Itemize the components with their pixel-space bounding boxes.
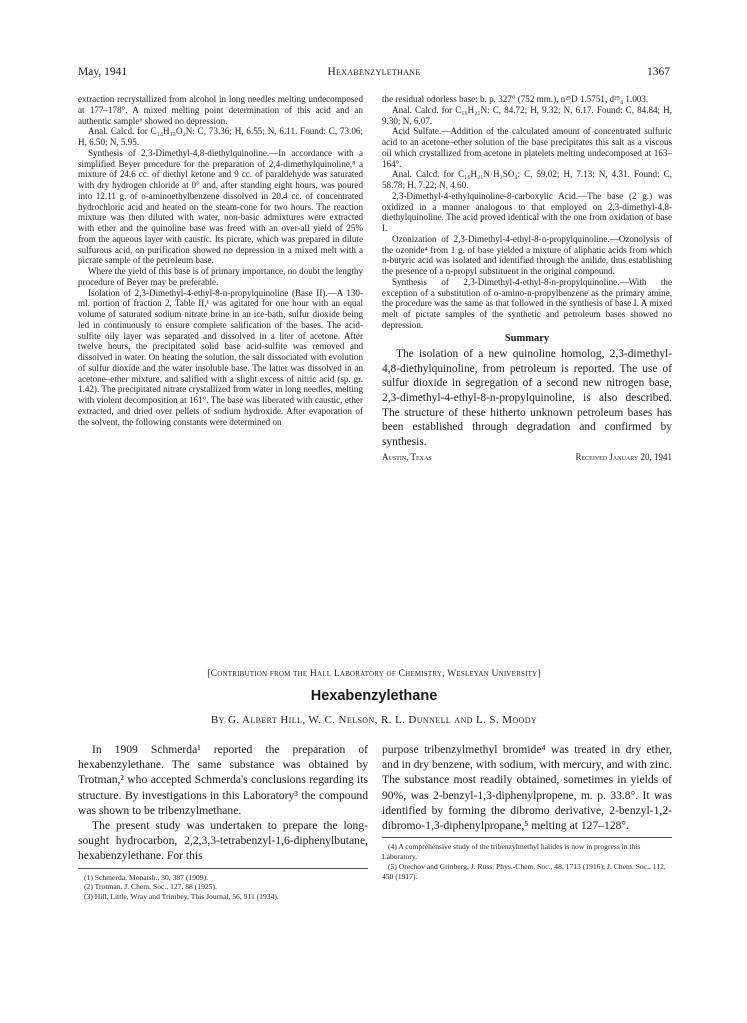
signature-received: Received January 20, 1941 bbox=[575, 452, 672, 463]
summary-heading: Summary bbox=[504, 332, 550, 344]
paragraph: Anal. Calcd. for C₁₄H₁₃O₂N: C, 73.36; H, 6.55; N, 6.11. Found: C, 73.06; H, 6.50; N, 5.95. bbox=[78, 126, 363, 147]
header-title: Hexabenzylethane bbox=[327, 66, 421, 78]
paragraph: Ozonization of 2,3-Dimethyl-4-ethyl-8-n-propylquinoline.—Ozonolysis of the ozonide⁴ from 1 g. of base yielded a mixture of aliphatic acids from which n-butyric acid was isolated and identified through the anilide, thus establishing the presence of a n-propyl substituent in the original compound. bbox=[382, 233, 672, 276]
signature-place: Austin, Texas bbox=[382, 452, 432, 463]
paragraph: 2,3-Dimethyl-4-ethylquinoline-8-carboxylic Acid.—The base (2 g.) was oxidized in a manner analogous to that employed on 2,3-dimethyl-4,8-diethylquinoline. The acid proved identical with the one from oxidation of base I. bbox=[382, 190, 672, 233]
paragraph: purpose tribenzylmethyl bromide⁴ was treated in dry ether, and in dry benzene, with sodium, with mercury, and with zinc. The substance most readily obtained, sometimes in yields of 90%, was 2-benzyl-1,3-diphenylpropene, m. p. 33.8°. It was identified by forming the dibromo derivative, 2-benzyl-1,2-dibromo-1,3-diphenylpropane,⁵ melting at 127–128°. bbox=[382, 743, 672, 833]
paragraph: Anal. Calcd. for C₁₆H₂₁N·H₂SO₄: C, 59.02; H, 7.13; N, 4.31. Found: C, 58.78; H, 7.22; N, 4.60. bbox=[382, 169, 672, 190]
footnote: (4) A comprehensive study of the tribenzylmethyl halides is now in progress in this Laboratory. bbox=[382, 842, 641, 862]
header-page-number: 1367 bbox=[647, 66, 670, 78]
header-date: May, 1941 bbox=[78, 66, 128, 78]
article-authors: By G. Albert Hill, W. C. Nelson, R. L. Dunnell and L. S. Moody bbox=[210, 714, 538, 726]
signature-line bbox=[382, 452, 672, 464]
paragraph: Isolation of 2,3-Dimethyl-4-ethyl-8-n-propylquinoline (Base II).—A 130-ml. portion of fraction 2, Table II,¹ was agitated for one hour with an equal volume of saturated sodium nitrate brine in an ice-bath, sulfur dioxide being led in continuously to ensure complete salification of the bases. The acid-sulfite oily layer was separated and dissolved in a liter of acetone. After twelve hours, the precipitated solid base acid-sulfite was removed and dissolved in water. On heating the solution, the salt dissociated with evolution of sulfur dioxide and the water insoluble base. The latter was dissolved in an acetone–ether mixture, and salified with a slight excess of nitric acid (sp. gr. 1.42). The precipitated nitrate crystallized from water in long needles, melting with violent decomposition at 161°. The base was liberated with caustic, ether extracted, and dried over pellets of sodium hydroxide. After evaporation of the solvent, the following constants were determined on bbox=[78, 287, 363, 427]
article-right-column bbox=[382, 742, 672, 881]
footnote: (1) Schmerda, Monatsh., 30, 387 (1909). bbox=[84, 872, 209, 882]
summary-paragraph: The isolation of a new quinoline homolog, 2,3-dimethyl-4,8-diethylquinoline, from petroleum is reported. The use of sulfur dioxide in segregation of a second new nitrogen base, 2,3-dimethyl-4-ethyl-8-n-propylquinoline, is also described. The structure of these hitherto unknown petroleum bases has been established through degradation and confirmed by synthesis. bbox=[382, 348, 672, 448]
paragraph: In 1909 Schmerda¹ reported the preparation of hexabenzylethane. The same substance was obtained by Trotman,² who accepted Schmerda's conclusions regarding its structure. By investigations in this Laboratory³ the compound was shown to be tribenzylmethane. bbox=[78, 743, 368, 817]
footnote: (5) Orechov and Grinberg, J. Russ. Phys.-Chem. Soc., 48, 1713 (1916); J. Chem. Soc., 112, 450 (1917). bbox=[382, 861, 666, 881]
running-head bbox=[78, 66, 670, 82]
contribution-line: [Contribution from the Hall Laboratory of Chemistry, Wesleyan University] bbox=[207, 668, 541, 679]
footnote: (2) Trotman, J. Chem. Soc., 127, 88 (1925). bbox=[84, 882, 217, 892]
paragraph: The present study was undertaken to prepare the long-sought hydrocarbon, 2,2,3,3-tetrabenzyl-1,6-diphenylbutane, hexabenzylethane. For this bbox=[78, 819, 368, 863]
footnotes-left bbox=[78, 873, 368, 902]
footnote: (3) Hill, Little, Wray and Trimbey, This Journal, 56, 911 (1934). bbox=[84, 892, 279, 902]
article-left-column bbox=[78, 742, 368, 902]
paragraph: Anal. Calcd. for C₁₆H₂₁N: C, 84.72; H, 9.32; N, 6.17. Found: C, 84.84; H, 9.30; N, 6.07. bbox=[382, 104, 672, 126]
paragraph: Synthesis of 2,3-Dimethyl-4,8-diethylquinoline.—In accordance with a simplified Beyer procedure for the preparation of 2,4-dimethylquinoline,⁸ a mixture of 24.6 cc. of diethyl ketone and 9 cc. of paraldehyde was saturated with dry hydrogen chloride at 0° and, after standing eight hours, was poured into 12.11 g. of o-aminoethylbenzene dissolved in 20.4 cc. of concentrated hydrochloric acid and heated on the steam-cone for two hours. The reaction mixture was then diluted with water, non-basic admixtures were extracted with ether and the quinoline base was freed with an over-all yield of 25% from the aqueous layer with caustic. Its picrate, which was prepared in dilute sulfurous acid, on purification showed no depression in a mixed melt with a picrate sample of the petroleum base. bbox=[78, 147, 363, 266]
upper-left-column bbox=[78, 94, 363, 427]
paragraph: the residual odorless base: b. p. 327° (752 mm.), n²⁵D 1.5751, d²⁵₄ 1.003. bbox=[382, 94, 649, 104]
paragraph: Synthesis of 2,3-Dimethyl-4-ethyl-8-n-propylquinoline.—With the exception of a substitution of o-amino-n-propylbenzene as the primary amine, the procedure was the same as that followed in the synthesis of base I. A mixed melt of picrate samples of the synthetic and petroleum bases showed no depression. bbox=[382, 276, 672, 330]
footnotes-right bbox=[382, 842, 672, 881]
footnote-rule bbox=[78, 868, 368, 869]
footnote-rule bbox=[382, 837, 672, 838]
article-title: Hexabenzylethane bbox=[310, 688, 438, 704]
paragraph: Acid Sulfate.—Addition of the calculated amount of concentrated sulfuric acid to an acetone–ether solution of the base precipitates this salt as a viscous oil which crystallized from acetone in platelets melting undecomposed at 163–164°. bbox=[382, 126, 672, 169]
paragraph: Where the yield of this base is of primary importance, no doubt the lengthy procedure of Beyer may be preferable. bbox=[78, 266, 363, 287]
paragraph: extraction recrystallized from alcohol in long needles melting undecomposed at 177–178°. A mixed melting point determination of this acid and an authentic sample⁶ showed no depression. bbox=[78, 94, 363, 126]
upper-right-column bbox=[382, 94, 672, 464]
